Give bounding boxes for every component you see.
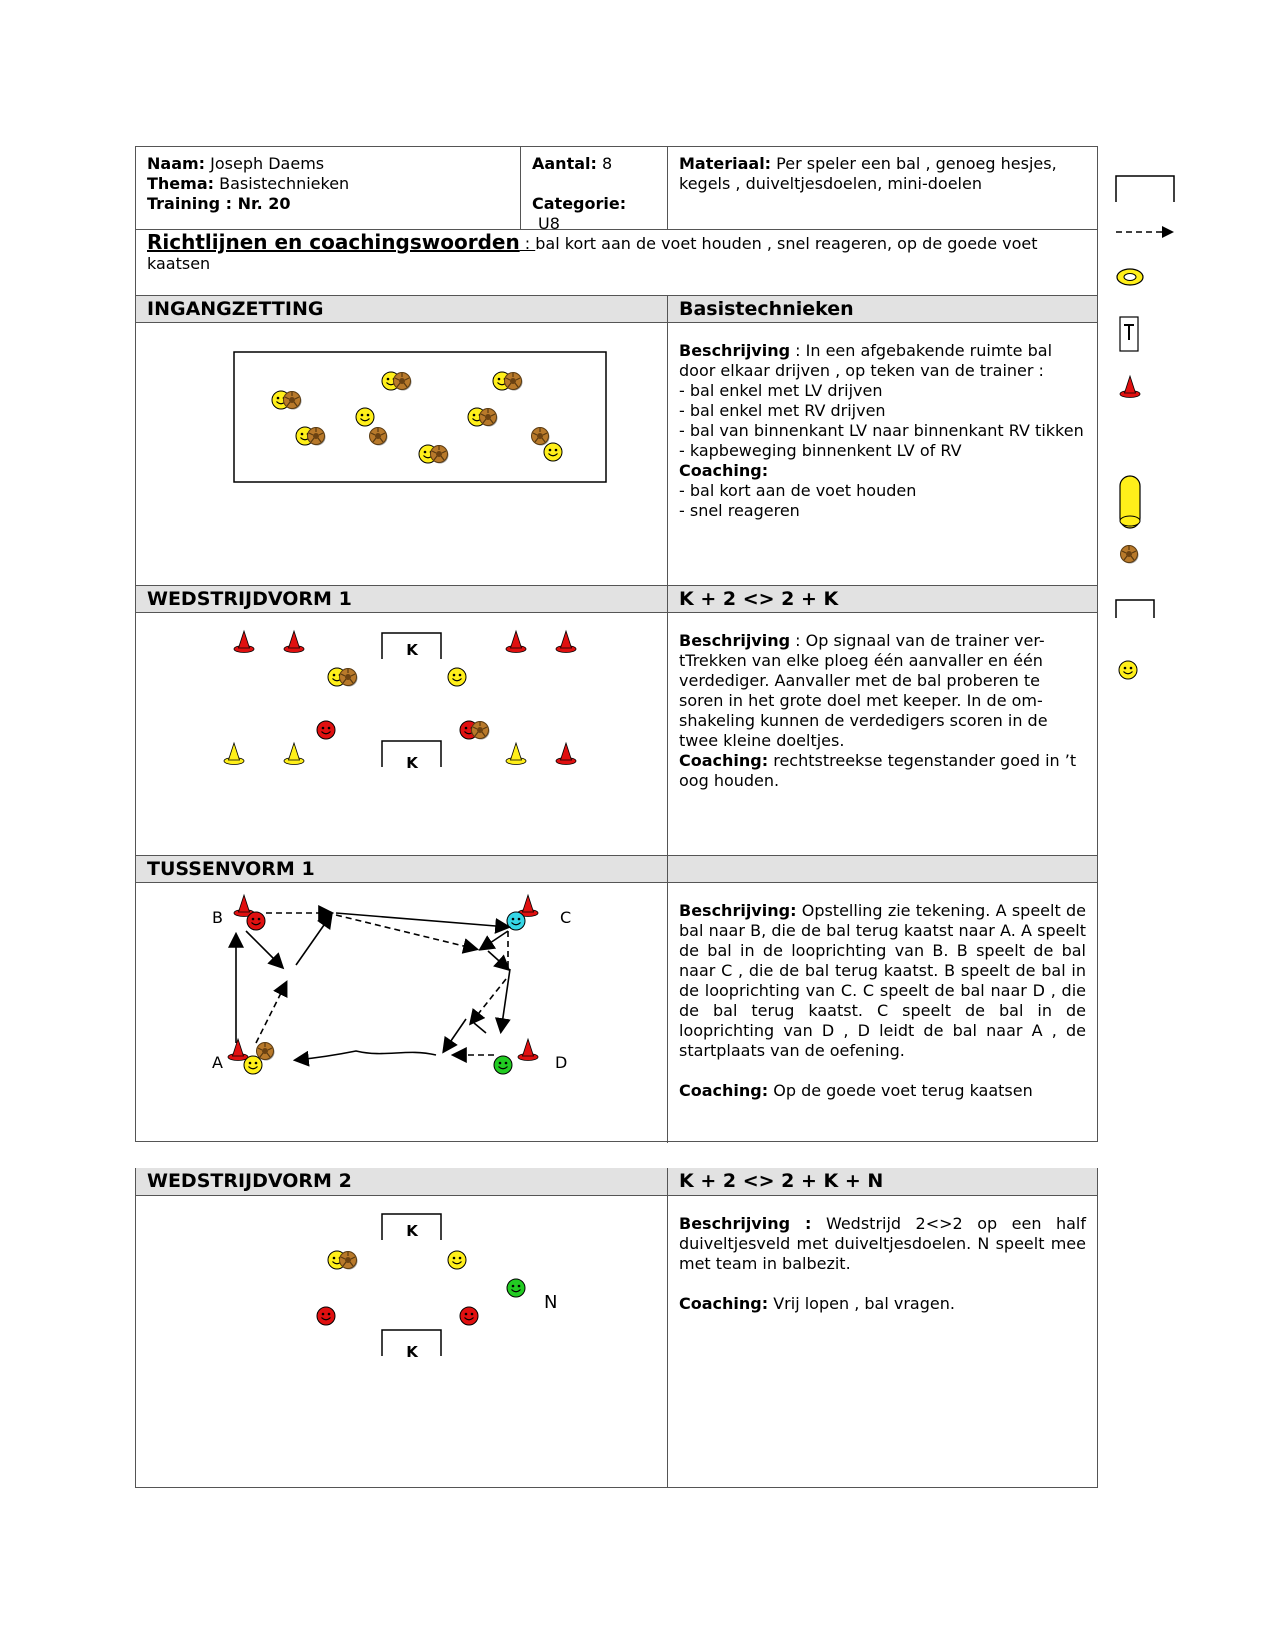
materiaal-value: Per speler een bal , genoeg hesjes, kegels , duiveltjesdoelen, mini-doelen: [679, 154, 1057, 193]
player-icon: [1119, 661, 1137, 679]
goal-icon: [1116, 176, 1174, 202]
richtlijnen-label: Richtlijnen en coachingswoorden: [147, 230, 520, 254]
list-item: - bal enkel met LV drijven: [679, 381, 883, 400]
section-tussenvorm1-header: [136, 855, 1097, 882]
section-subtitle: K + 2 <> 2 + K + N: [667, 1168, 1097, 1195]
goal-label: K: [406, 1222, 418, 1240]
section-subtitle: Basistechnieken: [667, 296, 1097, 322]
dashed-arrow-icon: [1116, 226, 1174, 238]
label-c: C: [560, 908, 572, 927]
label-b: B: [212, 908, 223, 927]
list-item: - bal van binnenkant LV naar binnenkant RV tikken: [679, 421, 1084, 440]
coaching-text: Vrij lopen , bal vragen.: [768, 1294, 955, 1313]
beschrijving-label: Beschrijving: [679, 341, 791, 360]
training-sheet: [135, 146, 1098, 1142]
categorie-label: Categorie:: [532, 194, 627, 213]
pole-icon: [1120, 317, 1138, 351]
section-ingangzetting-header: [136, 295, 1097, 322]
coaching-text: Op de goede voet terug kaatsen: [768, 1081, 1033, 1100]
beschrijving-label: Beschrijving:: [679, 901, 797, 920]
section-title: INGANGZETTING: [136, 296, 667, 322]
label-a: A: [212, 1053, 223, 1072]
section-wedstrijdvorm1-body: [136, 612, 1097, 855]
section-title: WEDSTRIJDVORM 1: [136, 586, 667, 612]
thema-label: Thema:: [147, 174, 215, 193]
training-number: Training : Nr. 20: [147, 194, 291, 213]
section-subtitle: [667, 856, 1097, 882]
cones-yellow: [224, 743, 526, 765]
beschrijving-text: Opstelling zie tekening. A speelt de bal naar B, die de bal terug kaatst naar A. A speelt de bal in de looprichting van B. B speelt de bal naar C , die de bal terug kaatst. B speelt de bal in de looprichting van C. C speelt de bal naar D , die de bal terug kaatst. C speelt de bal in de looprichting van D , D leidt de bal naar A , de startplaats van de oefening.: [679, 901, 1086, 1060]
ingangzetting-diagram: [136, 323, 667, 585]
section-wedstrijdvorm1-header: [136, 585, 1097, 612]
beschrijving-label: Beschrijving :: [679, 1214, 812, 1233]
aantal-value: 8: [602, 154, 613, 173]
categorie-value: U8: [538, 214, 560, 233]
beschrijving-label: Beschrijving: [679, 631, 791, 650]
coaching-text: rechtstreekse tegenstander goed in ’t oog houden.: [679, 751, 1077, 790]
richtlijnen-text: bal kort aan de voet houden , snel reageren, op de goede voet kaatsen: [147, 234, 1038, 273]
wedstrijdvorm1-diagram: [136, 613, 667, 855]
section-title: WEDSTRIJDVORM 2: [136, 1168, 667, 1195]
hoop-icon: [1117, 269, 1143, 285]
ball-icon: [1121, 546, 1139, 564]
beschrijving-text: Wedstrijd 2<>2 op een half duiveltjesveld met duiveltjesdoelen. N speelt mee met team in balbezit.: [679, 1214, 1087, 1273]
section-subtitle: K + 2 <> 2 + K: [667, 586, 1097, 612]
coaching-label: Coaching:: [679, 461, 769, 480]
goal-label: K: [406, 641, 418, 659]
label-d: D: [555, 1053, 568, 1072]
list-item: - kapbeweging binnenkent LV of RV: [679, 441, 962, 460]
richtlijnen-sep: :: [519, 234, 536, 253]
beschrijving-text: : Op signaal van de trainer ver-tTrekken van elke ploeg één aanvaller en één verdediger. Aanvaller met de bal proberen te soren in het grote doel met keeper. In de om-shakeling kunnen de verdedigers scoren in de twee kleine doeltjes.: [679, 631, 1048, 750]
tussenvorm1-diagram: [136, 883, 667, 1143]
section-ingangzetting-body: [136, 322, 1097, 585]
neutral-label: N: [544, 1292, 558, 1313]
naam-value: Joseph Daems: [210, 154, 325, 173]
section-tussenvorm1-body: [136, 882, 1097, 1143]
coaching-label: Coaching:: [679, 1081, 769, 1100]
coaching-label: Coaching:: [679, 1294, 769, 1313]
section-title: TUSSENVORM 1: [136, 856, 667, 882]
coaching-label: Coaching:: [679, 751, 769, 770]
aantal-label: Aantal:: [532, 154, 597, 173]
naam-label: Naam:: [147, 154, 206, 173]
cone-icon: [1120, 376, 1140, 398]
goal-label: K: [406, 754, 418, 772]
header-row: [136, 146, 1097, 233]
richtlijnen-row: [136, 229, 1097, 295]
players-with-ball: [272, 372, 523, 464]
materiaal-label: Materiaal:: [679, 154, 772, 173]
list-item: - bal enkel met RV drijven: [679, 401, 886, 420]
goal-label: K: [406, 1343, 418, 1361]
beschrijving-text: : In een afgebakende ruimte bal door elkaar drijven , op teken van de trainer :: [679, 341, 1053, 380]
small-goal-icon: [1116, 600, 1154, 618]
section-wedstrijdvorm2-body: [136, 1195, 1097, 1487]
section-wedstrijdvorm2-header: [136, 1168, 1097, 1195]
cones-red: [234, 631, 576, 765]
list-item: - snel reageren: [679, 501, 800, 520]
tube-icon: [1120, 476, 1140, 528]
list-item: - bal kort aan de voet houden: [679, 481, 917, 500]
training-sheet-2: [135, 1168, 1098, 1488]
thema-value: Basistechnieken: [219, 174, 350, 193]
legend: [1110, 160, 1180, 720]
wedstrijdvorm2-diagram: [136, 1196, 667, 1486]
